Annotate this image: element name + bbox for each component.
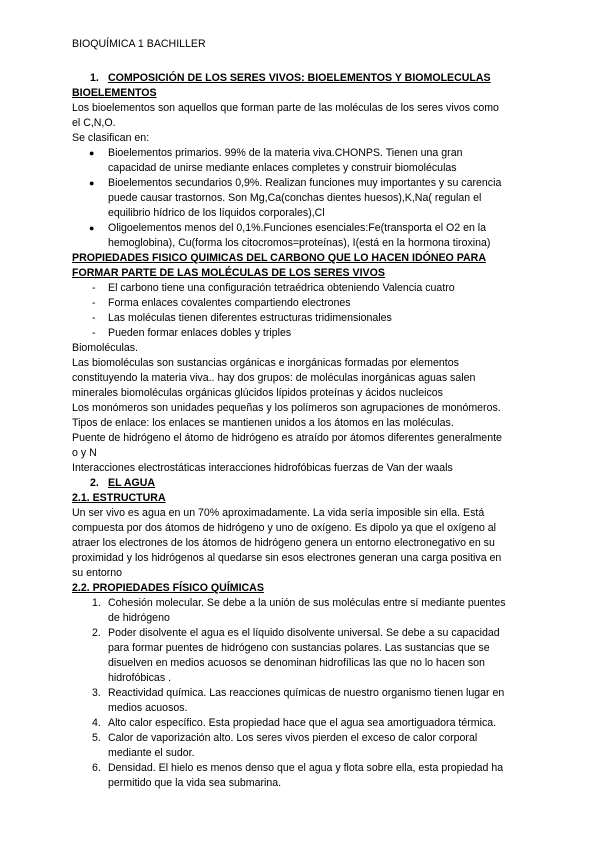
bullet-line: equilibrio hídrico de los líquidos corporales),Cl [108,207,325,219]
dash-marker: - [92,327,96,339]
bullet-line: hemoglobina), Cu(forma los citocromos=proteínas), I(está en la hormona tiroxina) [108,237,491,249]
section-2-title: EL AGUA [108,477,156,489]
list-number: 5. [92,732,101,744]
paragraph-line: Tipos de enlace: los enlaces se mantienen unidos a los átomos en las moléculas. [72,417,454,429]
list-item-line: Cohesión molecular. Se debe a la unión de sus moléculas entre sí mediante puentes [108,597,506,609]
dash-item: Forma enlaces covalentes compartiendo electrones [108,297,351,309]
list-number: 1. [92,597,101,609]
list-item-line: disuelven en medios acuosos se denominan hidrofílicas las que no lo hacen son [108,657,485,669]
bullet-icon: ● [89,178,95,188]
dash-marker: - [92,282,96,294]
bullet-icon: ● [89,148,95,158]
carbon-properties-heading: PROPIEDADES FISICO QUIMICAS DEL CARBONO QUE LO HACEN IDÓNEO PARA [72,252,486,264]
list-number: 3. [92,687,101,699]
list-number: 4. [92,717,101,729]
section-1-number: 1. [90,72,99,84]
paragraph-line: Se clasifican en: [72,132,150,144]
paragraph-line: Los bioelementos son aquellos que forman parte de las moléculas de los seres vivos como [72,102,499,114]
carbon-properties-heading: FORMAR PARTE DE LAS MOLÉCULAS DE LOS SERES VIVOS [72,267,385,279]
list-item-line: Reactividad química. Las reacciones químicas de nuestro organismo tienen lugar en [108,687,505,699]
list-number: 6. [92,762,101,774]
bullet-line: capacidad de unirse mediante enlaces completes y construir biomoléculas [108,162,457,174]
list-item-line: para formar puentes de hidrógeno con sustancias polares. Las sustancias que se [108,642,490,654]
bullet-icon: ● [89,223,95,233]
list-item-line: Alto calor específico. Esta propiedad hace que el agua sea amortiguadora térmica. [108,717,497,729]
bullet-line: Bioelementos secundarios 0,9%. Realizan funciones muy importantes y su carencia [108,177,502,189]
list-item-line: medios acuosos. [108,702,188,714]
section-2-number: 2. [90,477,99,489]
paragraph-line: atraer los electrones de los átomos de hidrógeno genera un entorno electronegativo en su [72,537,495,549]
paragraph-line: Los monómeros son unidades pequeñas y los polímeros son agrupaciones de monómeros. [72,402,501,414]
paragraph-line: Puente de hidrógeno el átomo de hidrógeno es atraído por átomos diferentes generalmente [72,432,502,444]
paragraph-line: proximidad y los hidrógenos al quedarse sin esos electrones generan una carga positiva en [72,552,502,564]
paragraph-line: Las biomoléculas son sustancias orgánicas e inorgánicas formadas por elementos [72,357,459,369]
list-item-line: hidrofóbicas . [108,672,172,684]
dash-item: Pueden formar enlaces dobles y triples [108,327,292,339]
paragraph-line: Un ser vivo es agua en un 70% aproximadamente. La vida sería imposible sin ella. Está [72,507,485,519]
bioelementos-heading: BIOELEMENTOS [72,87,157,99]
paragraph-line: el C,N,O. [72,117,116,129]
list-item-line: de hidrógeno [108,612,170,624]
bullet-line: Oligoelementos menos del 0,1%.Funciones esenciales:Fe(transporta el O2 en la [108,222,487,234]
list-item-line: Poder disolvente el agua es el líquido disolvente universal. Se debe a su capacidad [108,627,500,639]
section-1-title: COMPOSICIÓN DE LOS SERES VIVOS: BIOELEMENTOS Y BIOMOLECULAS [108,72,491,84]
list-item-line: permitido que la vida sea submarina. [108,777,282,789]
dash-item: El carbono tiene una configuración tetraédrica obteniendo Valencia cuatro [108,282,455,294]
paragraph-line: Interacciones electrostáticas interacciones hidrofóbicas fuerzas de Van der waals [72,462,453,474]
paragraph-line: compuesta por dos átomos de hidrógeno y uno de oxígeno. Es dipolo ya que el oxígeno al [72,522,497,534]
paragraph-line: su entorno [72,567,123,579]
bullet-line: Bioelementos primarios. 99% de la materia viva.CHONPS. Tienen una gran [108,147,463,159]
page-header: BIOQUÍMICA 1 BACHILLER [72,38,206,50]
list-item-line: Calor de vaporización alto. Los seres vivos pierden el exceso de calor corporal [108,732,478,744]
list-item-line: mediante el sudor. [108,747,195,759]
dash-item: Las moléculas tienen diferentes estructuras tridimensionales [108,312,392,324]
list-item-line: Densidad. El hielo es menos denso que el agua y flota sobre ella, esta propiedad ha [108,762,504,774]
paragraph-line: o y N [72,447,97,459]
paragraph-line: minerales biomoléculas orgánicas glúcidos lípidos proteínas y ácidos nucleicos [72,387,443,399]
paragraph-line: constituyendo la materia viva.. hay dos grupos: de moléculas inorgánicas aguas salen [72,372,476,384]
bullet-line: puede causar trastornos. Son Mg,Ca(conchas dientes huesos),K,Na( regulan el [108,192,482,204]
dash-marker: - [92,297,96,309]
dash-marker: - [92,312,96,324]
propiedades-heading: 2.2. PROPIEDADES FÍSICO QUÍMICAS [72,582,264,594]
list-number: 2. [92,627,101,639]
paragraph-line: Biomoléculas. [72,342,138,354]
estructura-heading: 2.1. ESTRUCTURA [72,492,166,504]
